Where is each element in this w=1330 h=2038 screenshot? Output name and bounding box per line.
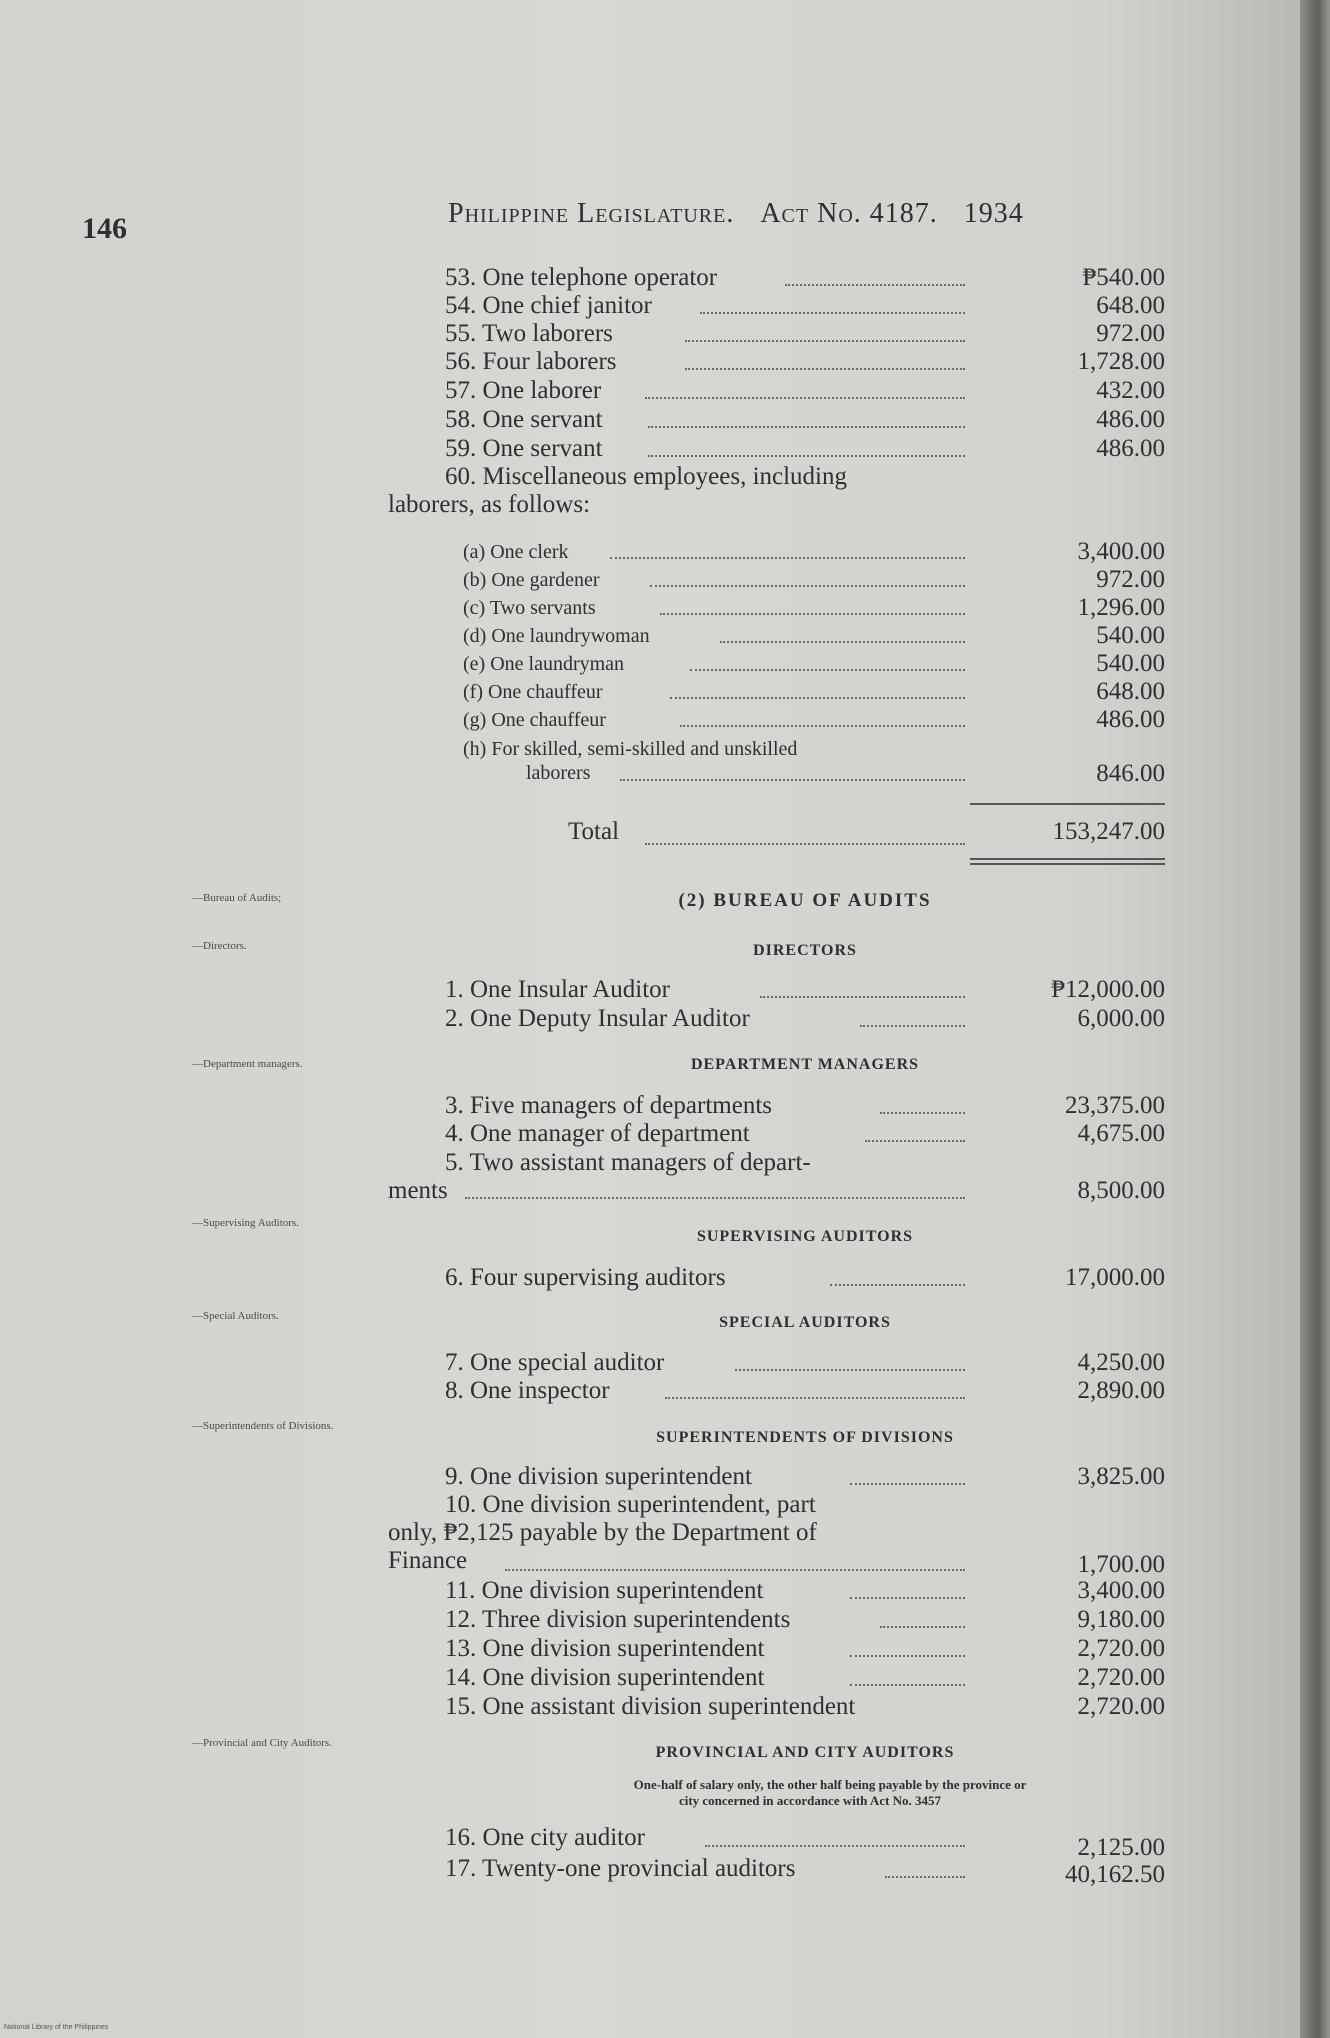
leader-dots: [660, 613, 965, 615]
margin-note-provincial: —Provincial and City Auditors.: [192, 1737, 332, 1749]
leader-dots: [505, 1569, 965, 1571]
running-head-legislature: Philippine Legislature.: [448, 198, 735, 229]
leader-dots: [685, 368, 965, 370]
running-head-year: 1934: [963, 198, 1024, 229]
provincial-note-line1: One-half of salary only, the other half being payable by the province or: [633, 1777, 1027, 1792]
item-5-amount: 8,500.00: [1077, 1177, 1165, 1204]
running-head: [448, 198, 1024, 230]
leader-dots: [680, 725, 965, 727]
heading-directors: DIRECTORS: [753, 942, 857, 959]
total-label: Total: [568, 818, 620, 845]
item-5-line1: 5. Two assistant managers of depart-: [445, 1149, 811, 1176]
leader-dots: [685, 340, 965, 342]
leader-dots: [760, 996, 965, 998]
leader-dots: [850, 1684, 965, 1686]
leader-dots: [850, 1655, 965, 1657]
book-spine: [1300, 0, 1330, 2038]
leader-dots: [860, 1025, 965, 1027]
leader-dots: [645, 397, 965, 399]
leader-dots: [700, 312, 965, 314]
leader-dots: [865, 1140, 965, 1142]
item-10-line3: Finance: [388, 1547, 468, 1574]
heading-supervising: SUPERVISING AUDITORS: [696, 1228, 914, 1245]
leader-dots: [648, 455, 965, 457]
total-amount: 153,247.00: [1052, 818, 1165, 845]
leader-dots: [720, 641, 965, 643]
margin-note-superintendents: —Superintendents of Divisions.: [192, 1420, 334, 1432]
leader-dots: [830, 1284, 965, 1286]
double-rule: [970, 863, 1165, 865]
leader-dots: [620, 779, 965, 781]
double-rule: [970, 858, 1165, 860]
margin-note-bureau: —Bureau of Audits;: [192, 892, 282, 904]
heading-superintendents: SUPERINTENDENTS OF DIVISIONS: [656, 1429, 954, 1446]
leader-dots: [850, 1597, 965, 1599]
margin-note-directors: —Directors.: [192, 940, 247, 952]
margin-note-dept-managers: —Department managers.: [192, 1058, 303, 1070]
leader-dots: [610, 557, 965, 559]
sub-item-h-line1: (h) For skilled, semi-skilled and unskilled: [463, 738, 798, 760]
leader-dots: [465, 1197, 965, 1199]
item-10-line2: only, ₱2,125 payable by the Department of: [388, 1519, 817, 1546]
section-heading-bureau: (2) BUREAU OF AUDITS: [678, 890, 932, 911]
leader-dots: [785, 284, 965, 286]
item-10-amount: 1,700.00: [1077, 1551, 1165, 1578]
sub-item-h-amount: 846.00: [1096, 760, 1165, 787]
scan-footer: National Library of the Philippines: [4, 2024, 109, 2031]
leader-dots: [880, 1626, 965, 1628]
leader-dots: [880, 1112, 965, 1114]
leader-dots: [735, 1369, 965, 1371]
item-5-line2: ments: [388, 1177, 448, 1204]
margin-note-special: —Special Auditors.: [192, 1310, 279, 1322]
leader-dots: [850, 1483, 965, 1485]
leader-dots: [670, 697, 965, 699]
heading-provincial: PROVINCIAL AND CITY AUDITORS: [655, 1744, 955, 1761]
total-rule: [970, 803, 1165, 805]
leader-dots: [885, 1876, 965, 1878]
leader-dots: [650, 585, 965, 587]
page-number: 146: [82, 212, 127, 245]
item-60-line1: 60. Miscellaneous employees, including: [445, 463, 848, 490]
provincial-note-line2: city concerned in accordance with Act No. 3457: [678, 1793, 942, 1808]
running-head-act: Act No. 4187.: [760, 198, 938, 229]
item-10-line1: 10. One division superintendent, part: [445, 1491, 816, 1518]
sub-item-h-line2: laborers: [526, 762, 591, 784]
heading-dept-managers: DEPARTMENT MANAGERS: [690, 1056, 920, 1073]
item-60-line2: laborers, as follows:: [388, 491, 591, 518]
leader-dots: [690, 669, 965, 671]
heading-special: SPECIAL AUDITORS: [719, 1314, 891, 1331]
leader-dots: [645, 843, 965, 845]
leader-dots: [705, 1845, 965, 1847]
leader-dots: [648, 426, 965, 428]
leader-dots: [665, 1397, 965, 1399]
margin-note-supervising: —Supervising Auditors.: [192, 1217, 299, 1229]
